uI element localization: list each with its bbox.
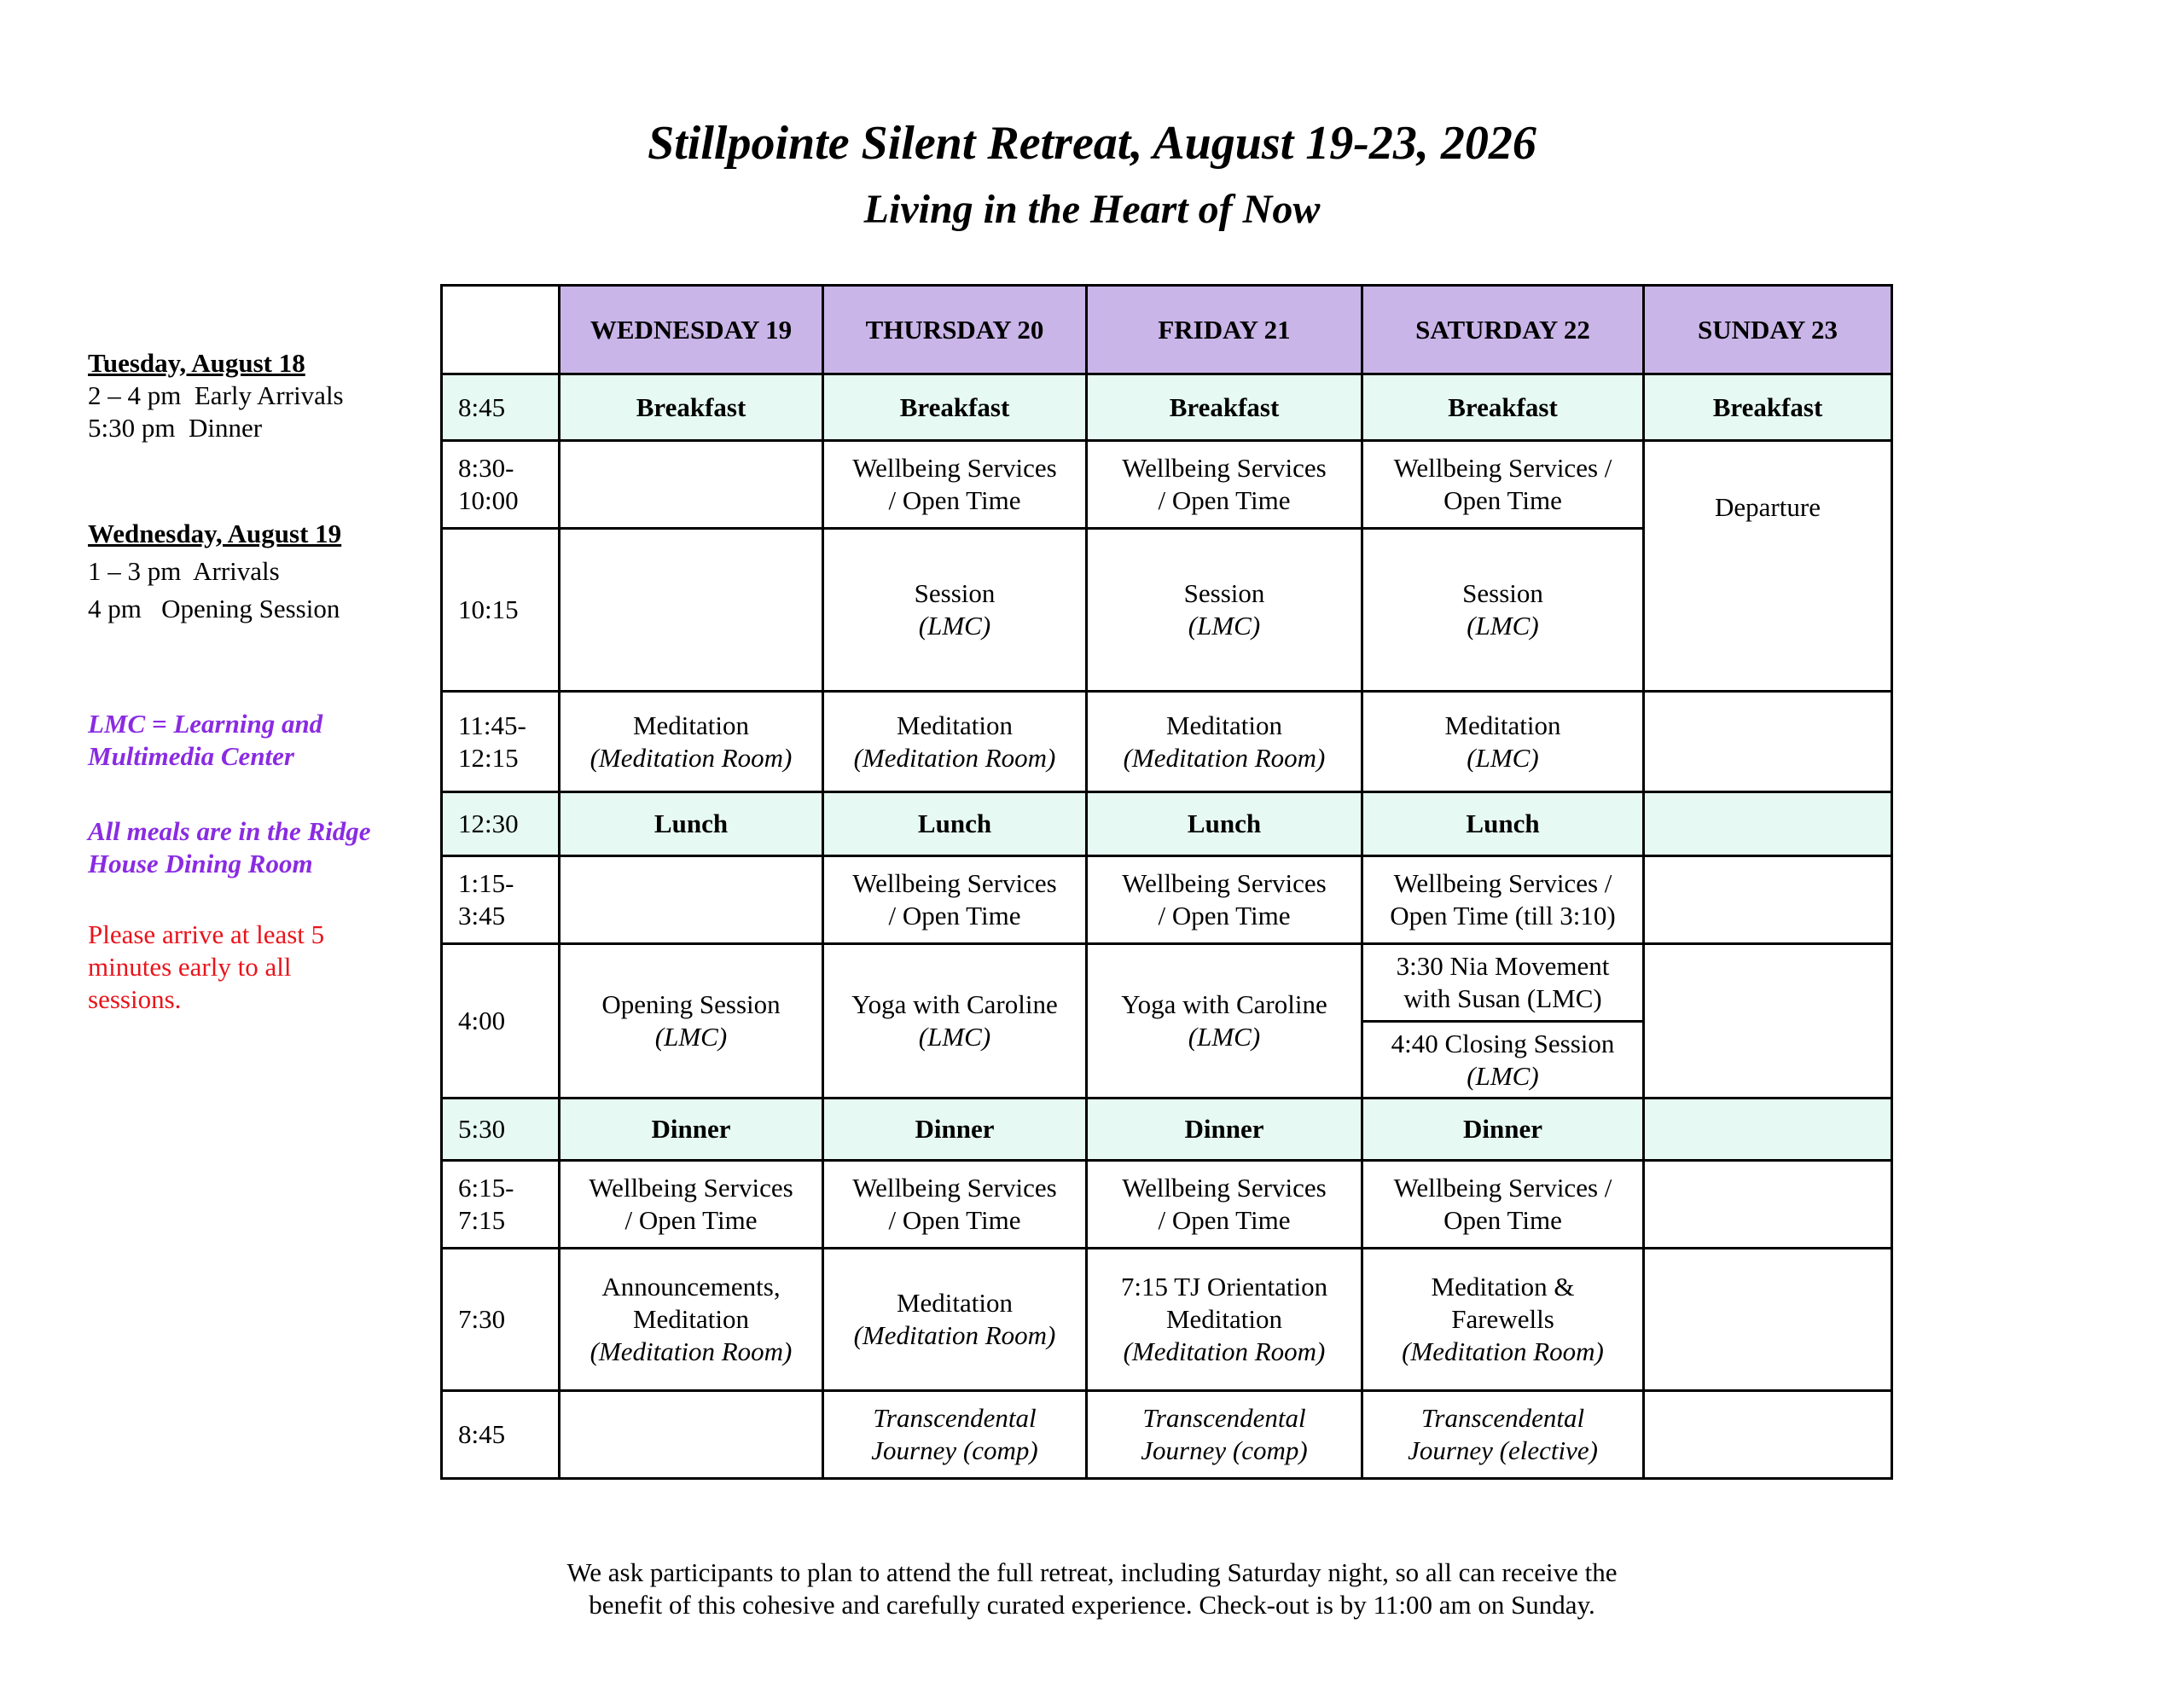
tuesday-block — [88, 347, 446, 444]
event-location: (Meditation Room) — [853, 742, 1056, 773]
event-cell — [1644, 692, 1892, 792]
event-title: Session — [1462, 578, 1543, 608]
time-cell: 7:30 — [442, 1249, 560, 1391]
event-location: (LMC) — [1467, 611, 1539, 641]
meal-cell: Breakfast — [1087, 374, 1362, 441]
event-cell — [1362, 529, 1644, 692]
time-cell: 5:30 — [442, 1099, 560, 1161]
tuesday-line: 5:30 pm Dinner — [88, 413, 263, 443]
event-title: Session — [914, 578, 996, 608]
event-title: Meditation — [632, 710, 750, 740]
event-cell: Wellbeing Services / Open Time (till 3:10) — [1362, 856, 1644, 944]
event-title: Yoga with Caroline — [1121, 989, 1327, 1019]
page-title: Stillpointe Silent Retreat, August 19-23, 2026 — [648, 117, 1536, 170]
event-location: (Meditation Room) — [853, 1320, 1056, 1350]
event-title: Opening Session — [601, 989, 781, 1019]
corner-cell — [442, 286, 560, 374]
event-cell — [560, 1249, 823, 1391]
meal-cell: Breakfast — [1644, 374, 1892, 441]
event-cell — [1644, 944, 1892, 1099]
meal-cell: Dinner — [823, 1099, 1087, 1161]
meal-cell: Lunch — [823, 792, 1087, 856]
event-location: (LMC) — [918, 1022, 991, 1052]
event-cell — [1644, 1391, 1892, 1479]
event-cell — [1087, 529, 1362, 692]
wednesday-heading: Wednesday, August 19 — [88, 519, 342, 548]
event-cell — [1644, 856, 1892, 944]
event-cell — [560, 441, 823, 529]
meal-cell: Dinner — [1362, 1099, 1644, 1161]
meal-cell — [1644, 792, 1892, 856]
day-header: WEDNESDAY 19 — [560, 286, 823, 374]
day-header: SATURDAY 22 — [1362, 286, 1644, 374]
meal-cell: Lunch — [560, 792, 823, 856]
footer-text: We ask participants to plan to attend the full retreat, including Saturday night, so all can receive the benefit of this cohesive and carefully curated experience. Check-out is by 11:00 am on Sunday. — [566, 1557, 1618, 1620]
header-row — [442, 286, 1892, 374]
schedule-row — [442, 1161, 1892, 1249]
departure-label: Departure — [1715, 491, 1821, 522]
event-cell: Wellbeing Services / Open Time — [1087, 441, 1362, 529]
event-cell — [823, 529, 1087, 692]
event-cell — [560, 692, 823, 792]
event-cell: 3:30 Nia Movement with Susan (LMC) — [1362, 944, 1644, 1022]
schedule-row — [442, 1391, 1892, 1479]
lmc-note: LMC = Learning and Multimedia Center — [88, 709, 323, 771]
time-cell: 11:45- 12:15 — [442, 692, 560, 792]
event-cell: Wellbeing Services / Open Time — [823, 856, 1087, 944]
arrive-early-note: Please arrive at least 5 minutes early to all sessions. — [88, 919, 325, 1014]
event-cell: Wellbeing Services / Open Time — [1362, 441, 1644, 529]
schedule-row — [442, 441, 1892, 529]
event-cell — [1087, 944, 1362, 1099]
meal-cell — [1644, 1099, 1892, 1161]
event-location: (LMC) — [918, 611, 991, 641]
time-cell: 8:30- 10:00 — [442, 441, 560, 529]
event-location: (Meditation Room) — [1123, 742, 1326, 773]
event-cell: Wellbeing Services / Open Time — [823, 1161, 1087, 1249]
event-location: (Meditation Room) — [590, 742, 793, 773]
tuesday-heading: Tuesday, August 18 — [88, 348, 305, 378]
event-cell — [560, 529, 823, 692]
time-cell: 12:30 — [442, 792, 560, 856]
event-cell — [560, 944, 823, 1099]
schedule-row — [442, 1249, 1892, 1391]
schedule-row — [442, 692, 1892, 792]
schedule-row — [442, 856, 1892, 944]
time-cell: 8:45 — [442, 1391, 560, 1479]
meal-cell: Dinner — [560, 1099, 823, 1161]
event-cell: Wellbeing Services / Open Time — [560, 1161, 823, 1249]
tuesday-line: 2 – 4 pm Early Arrivals — [88, 380, 344, 410]
event-cell — [1087, 692, 1362, 792]
event-location: (LMC) — [1467, 742, 1539, 773]
event-cell — [1644, 1249, 1892, 1391]
schedule-table — [440, 284, 1893, 1480]
footer-note — [0, 1557, 2184, 1621]
time-cell: 6:15- 7:15 — [442, 1161, 560, 1249]
event-cell — [1644, 1161, 1892, 1249]
lunch-row — [442, 792, 1892, 856]
event-cell: Transcendental Journey (elective) — [1362, 1391, 1644, 1479]
event-cell: Wellbeing Services / Open Time — [1362, 1161, 1644, 1249]
meal-cell: Lunch — [1362, 792, 1644, 856]
event-cell: Transcendental Journey (comp) — [1087, 1391, 1362, 1479]
wednesday-line: 4 pm Opening Session — [88, 594, 340, 623]
event-location: (LMC) — [1467, 1060, 1539, 1091]
event-location: (Meditation Room) — [1402, 1336, 1604, 1366]
day-header: THURSDAY 20 — [823, 286, 1087, 374]
breakfast-row — [442, 374, 1892, 441]
meal-cell: Dinner — [1087, 1099, 1362, 1161]
day-header: SUNDAY 23 — [1644, 286, 1892, 374]
schedule-row — [442, 944, 1892, 1022]
event-title: Announcements, Meditation — [601, 1272, 781, 1334]
event-cell: Wellbeing Services / Open Time — [1087, 856, 1362, 944]
meal-cell: Breakfast — [560, 374, 823, 441]
wednesday-block — [88, 518, 446, 625]
event-title: Meditation & Farewells — [1431, 1272, 1575, 1334]
event-cell — [823, 944, 1087, 1099]
page-subtitle: Living in the Heart of Now — [863, 187, 1321, 232]
event-title: Yoga with Caroline — [851, 989, 1058, 1019]
time-cell: 1:15- 3:45 — [442, 856, 560, 944]
event-cell: Wellbeing Services / Open Time — [823, 441, 1087, 529]
event-title: 4:40 Closing Session — [1391, 1028, 1615, 1058]
day-header: FRIDAY 21 — [1087, 286, 1362, 374]
time-cell: 8:45 — [442, 374, 560, 441]
event-title: Meditation — [1165, 710, 1283, 740]
event-cell — [560, 856, 823, 944]
event-location: (LMC) — [1188, 1022, 1261, 1052]
event-title: Meditation — [896, 1288, 1014, 1318]
meal-cell: Lunch — [1087, 792, 1362, 856]
event-location: (LMC) — [654, 1022, 728, 1052]
event-title: Session — [1183, 578, 1265, 608]
event-cell — [1362, 692, 1644, 792]
event-cell — [823, 1249, 1087, 1391]
meal-cell: Breakfast — [823, 374, 1087, 441]
event-title: Meditation — [1444, 710, 1561, 740]
event-title: Meditation — [896, 710, 1014, 740]
event-cell — [1362, 1022, 1644, 1099]
event-location: (LMC) — [1188, 611, 1261, 641]
dinner-row — [442, 1099, 1892, 1161]
event-cell — [823, 692, 1087, 792]
event-cell — [1362, 1249, 1644, 1391]
event-cell: Transcendental Journey (comp) — [823, 1391, 1087, 1479]
departure-cell — [1644, 441, 1892, 692]
meal-cell: Breakfast — [1362, 374, 1644, 441]
time-cell: 4:00 — [442, 944, 560, 1099]
meals-note: All meals are in the Ridge House Dining Room — [88, 816, 371, 878]
event-title: 7:15 TJ Orientation Meditation — [1120, 1272, 1328, 1334]
event-location: (Meditation Room) — [1123, 1336, 1326, 1366]
event-cell: Wellbeing Services / Open Time — [1087, 1161, 1362, 1249]
event-location: (Meditation Room) — [590, 1336, 793, 1366]
event-cell — [1087, 1249, 1362, 1391]
time-cell: 10:15 — [442, 529, 560, 692]
wednesday-line: 1 – 3 pm Arrivals — [88, 556, 280, 586]
event-cell — [560, 1391, 823, 1479]
